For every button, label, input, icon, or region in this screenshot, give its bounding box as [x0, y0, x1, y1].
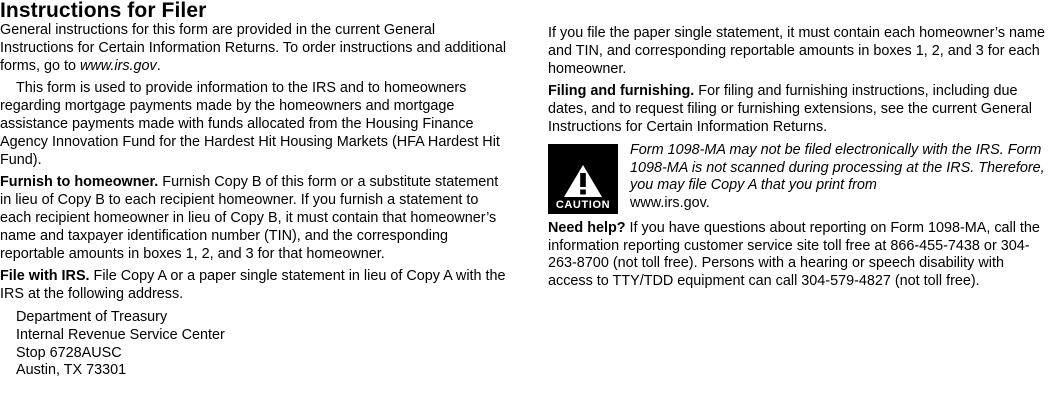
page-title: Instructions for Filer — [0, 0, 207, 22]
general-instructions-paragraph — [0, 22, 510, 75]
file-with-irs-paragraph — [0, 268, 510, 304]
file-with-irs-text: File Copy A or a paper single statement in lieu of Copy A with the IRS at the following address. — [0, 268, 506, 303]
warning-triangle-icon — [563, 164, 603, 198]
caution-notice — [548, 141, 1048, 214]
caution-icon — [548, 144, 618, 214]
need-help-heading: Need help? — [548, 219, 626, 236]
irs-website-link-2[interactable]: www.irs.gov. — [630, 195, 710, 212]
furnish-heading: Furnish to homeowner. — [0, 174, 159, 191]
caution-text — [630, 142, 1048, 213]
form-purpose-paragraph: This form is used to provide information to the IRS and to homeowners regarding mortgage payments made by the homeowners and mortgage assistance payments made with funds allocated from the Housing Finance Agency Innovation Fund for the Hardest Hit Housing Markets (HFA Hardest Hit Fund). — [0, 80, 500, 168]
general-instructions-end: . — [156, 57, 161, 74]
file-with-irs-heading: File with IRS. — [0, 268, 90, 285]
address-line: Stop 6728AUSC — [16, 344, 122, 361]
filing-furnishing-paragraph — [548, 83, 1048, 136]
caution-italic-text: Form 1098-MA may not be filed electronically with the IRS. Form 1098-MA is not scanned during processing at the IRS. Therefore, you may file Copy A that you print from — [630, 141, 1045, 194]
left-column — [0, 0, 510, 380]
paper-statement-paragraph: If you file the paper single statement, it must contain each homeowner’s name and TIN, and corresponding reportable amounts in boxes 1, 2, and 3 for each homeowner. — [548, 25, 1046, 77]
furnish-text: Furnish Copy B of this form or a substitute statement in lieu of Copy B to each recipient homeowner. If you furnish a statement to each recipient homeowner in lieu of Copy B, it must contain that homeowner’s name and taxpayer identification number (TIN), and the corresponding reportable amounts in boxes 1, 2, and 3 for that homeowner. — [0, 174, 499, 262]
need-help-paragraph — [548, 220, 1048, 291]
furnish-paragraph — [0, 174, 510, 263]
filing-furnishing-text: For filing and furnishing instructions, including due dates, and to request filing or furnishing extensions, see the current General Instructions for Certain Information Returns. — [548, 83, 1032, 135]
caution-label: CAUTION — [555, 198, 611, 211]
address-line: Department of Treasury — [16, 308, 168, 325]
address-line: Austin, TX 73301 — [16, 362, 127, 379]
general-instructions-text: General instructions for this form are provided in the current General Instructions for Certain Information Returns. To order instructions and additional forms, go to — [0, 22, 507, 74]
need-help-text: If you have questions about reporting on Form 1098-MA, call the information reporting customer service site toll free at 866-455-7438 or 304-263-8700 (not toll free). Persons with a hearing or speech disability with access to TTY/TDD equipment can call 304-579-4827 (not toll free). — [548, 219, 1040, 290]
filing-furnishing-heading: Filing and furnishing. — [548, 83, 695, 100]
right-column — [548, 0, 1048, 291]
address-line: Internal Revenue Service Center — [16, 326, 225, 343]
irs-mailing-address — [0, 309, 510, 380]
irs-website-link[interactable]: www.irs.gov — [79, 57, 157, 74]
